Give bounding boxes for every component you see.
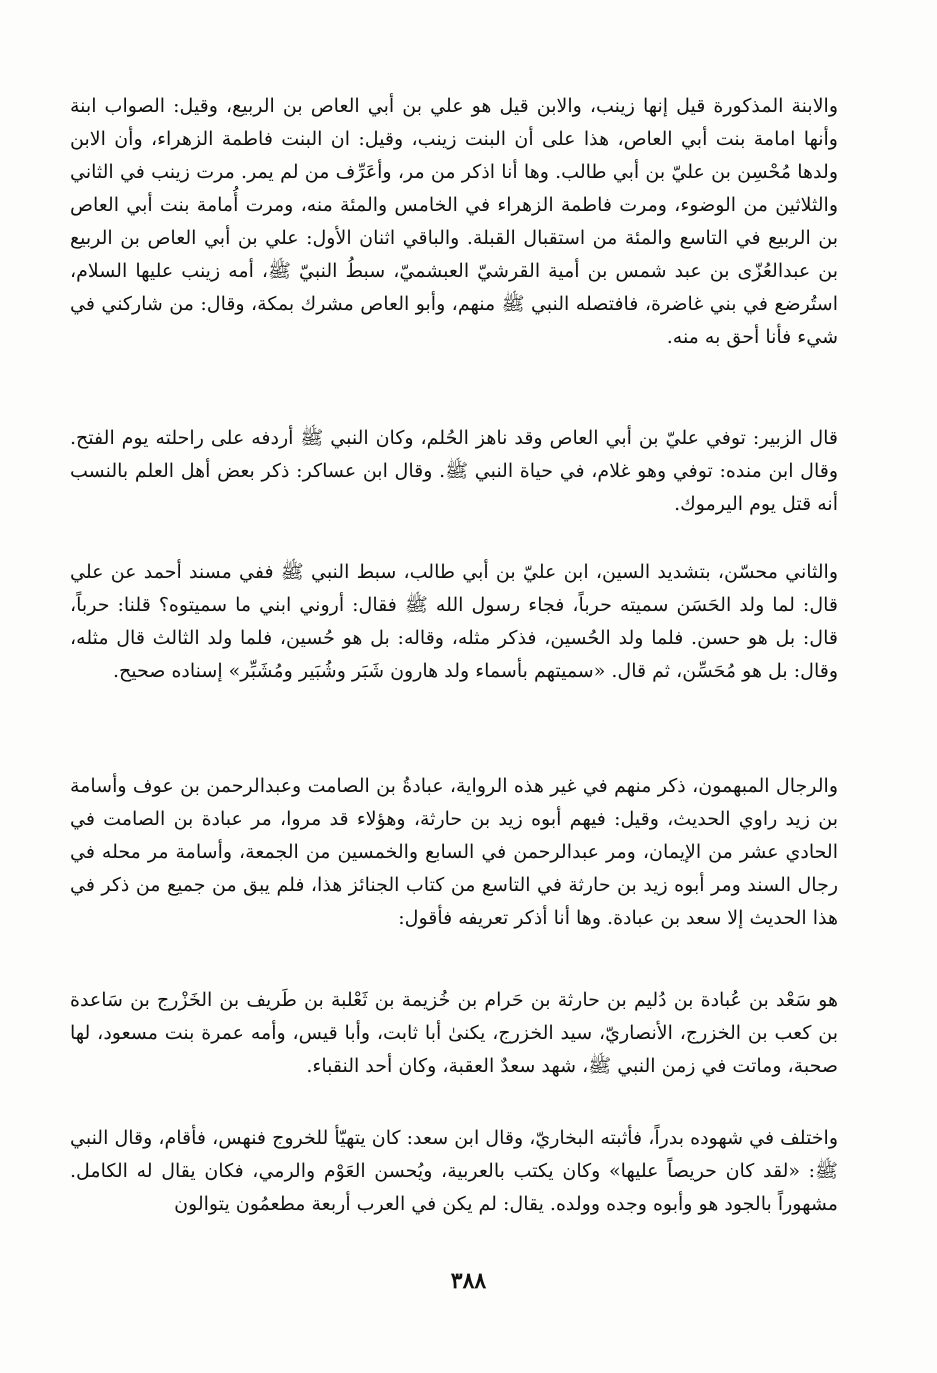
paragraph-3: والثاني محسّن، بتشديد السين، ابن عليّ بن أبي طالب، سبط النبي ﷺ ففي مسند أحمد عن علي قال: لما ولد الحَسَن سميته حرباً، فجاء رسول الله ﷺ فقال: أروني ابني ما سميتوه؟ قلنا: حرباً، قال: بل هو حسن. فلما ولد الحُسين، فذكر مثله، وقاله: بل هو حُسين، فلما ولد الثالث قال مثله، وقال: بل هو مُحَسِّن، ثم قال. «سميتهم بأسماء ولد هارون شَبَر وشُبَير ومُشَبِّر» إسناده صحيح. <box>70 561 838 682</box>
page-number: ٣٨٨ <box>450 1268 487 1294</box>
paragraph-2: قال الزبير: توفي عليّ بن أبي العاص وقد ناهز الحُلم، وكان النبي ﷺ أردفه على راحلته يوم الفتح. وقال ابن منده: توفي وهو غلام، في حياة النبي ﷺ. وقال ابن عساكر: ذكر بعض أهل العلم بالنسب أنه قتل يوم اليرموك. <box>70 427 838 515</box>
paragraph-1: والابنة المذكورة قيل إنها زينب، والابن قيل هو علي بن أبي العاص بن الربيع، وقيل: الصواب ابنة وأنها امامة بنت أبي العاص، هذا على أن البنت زينب، وقيل: ان البنت فاطمة الزهراء، وأن الابن ولدها مُحْسِن بن عليّ بن أبي طالب. وها أنا اذكر من مر، وأعَرِّف من لم يمر. مرت زينب في الثاني والثلاثين من الوضوء، ومرت فاطمة الزهراء في الخامس والمئة منه، ومرت أُمامة بنت أبي العاص بن الربيع في التاسع والمئة من استقبال القبلة. والباقي اثنان الأول: علي بن أبي العاص بن الربيع بن عبدالعُزّى بن عبد شمس بن أمية القرشيّ العبشميّ، سبطُ النبيّ ﷺ، أمه زينب عليها السلام، استُرضع في بني غاضرة، فافتصله النبي ﷺ منهم، وأبو العاص مشرك بمكة، وقال: من شاركني في شيء فأنا أحق به منه. <box>70 95 838 348</box>
paragraph-4: والرجال المبهمون، ذكر منهم في غير هذه الرواية، عبادةُ بن الصامت وعبدالرحمن بن عوف وأسامة بن زيد راوي الحديث، وقيل: فيهم أبوه زيد بن حارثة، وهؤلاء قد مروا، مر عبادة بن الصامت في الحادي عشر من الإيمان، ومر عبدالرحمن في السابع والخمسين من الجمعة، وأسامة مر محله في رجال السند ومر أبوه زيد بن حارثة في التاسع من كتاب الجنائز هذا، فلم يبق من جميع من ذكر في هذا الحديث إلا سعد بن عبادة. وها أنا أذكر تعريفه فأقول: <box>70 775 838 929</box>
paragraph-6: واختلف في شهوده بدراً، فأثبته البخاريّ، وقال ابن سعد: كان يتهيّأ للخروج فنهس، فأقام، وقال النبي ﷺ: «لقد كان حريصاً عليها» وكان يكتب بالعربية، ويُحسن العَوْم والرمي، فكان يقال له الكامل. مشهوراً بالجود هو وأبوه وجده وولده. يقال: لم يكن في العرب أربعة مطعمُون يتوالون <box>70 1127 838 1215</box>
paragraph-5: هو سَعْد بن عُبادة بن دُليم بن حارثة بن حَرام بن خُزيمة بن ثَعْلبة بن طَريف بن الخَزْرج بن سَاعدة بن كعب بن الخزرج، الأنصاريّ، سيد الخزرج، يكنىٰ أبا ثابت، وأبا قيس، وأمه عمرة بنت مسعود، لها صحبة، وماتت في زمن النبي ﷺ، شهد سعدٌ العقبة، وكان أحد النقباء. <box>70 989 838 1077</box>
